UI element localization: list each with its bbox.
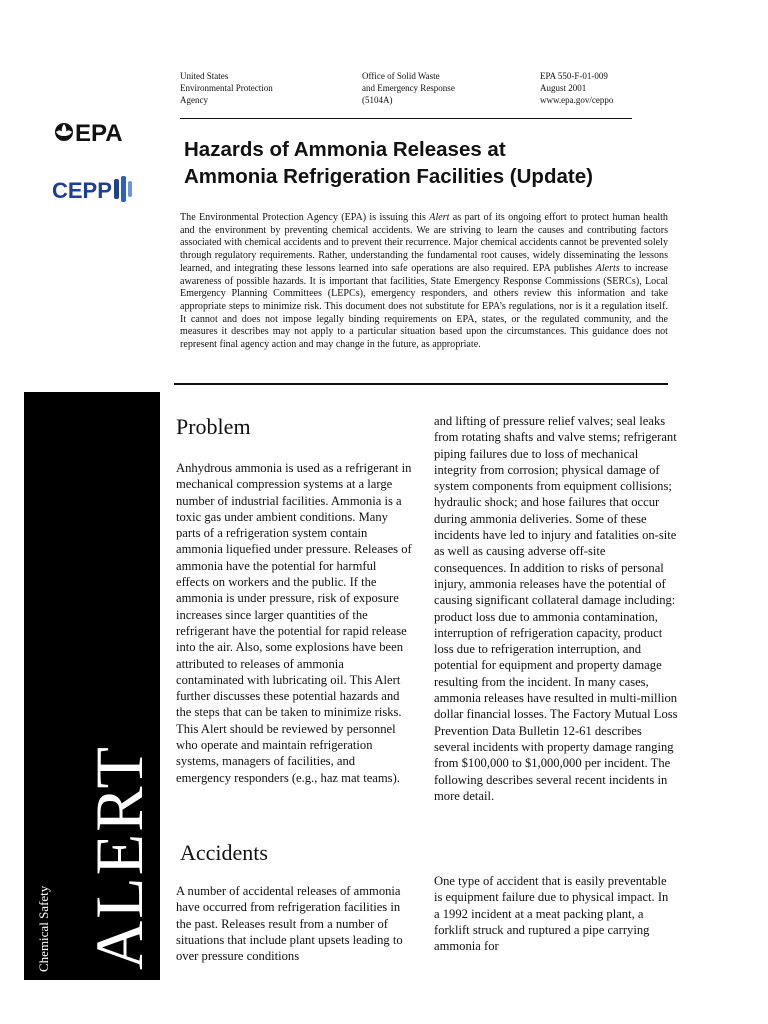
header-date: August 2001 [540, 83, 587, 93]
alerts-emphasis: Alerts [595, 262, 620, 274]
header-line: Agency [180, 95, 208, 105]
header-line: Office of Solid Waste [362, 71, 440, 81]
document-title [184, 136, 724, 190]
cepp-emblem-icon [52, 172, 136, 204]
accidents-body: A number of accidental releases of ammonia have occurred from refrigeration facilities in the past. Releases result from a number of situations that include plant upsets leading to over pressure conditions [176, 884, 403, 964]
alert-emphasis: Alert [429, 212, 450, 223]
header-office [362, 70, 455, 106]
accidents-heading: Accidents [180, 840, 268, 865]
header-url[interactable]: www.epa.gov/ceppo [540, 95, 614, 105]
right-column-paragraph-1: and lifting of pressure relief valves; seal leaks from rotating shafts and valve stems; refrigerant piping failures due to loss of mechanical integrity from corrosion; physical damage of system components from equipment collisions; hydraulic shock; and hose failures that occur during ammonia deliveries. Some of these incidents have led to injury and fatalities on-site as well as causing adverse off-site consequences. In addition to risks of personal injury, ammonia releases have the potential of causing significant collateral damage including: product loss due to ammonia contamination, interruption of refrigeration capacity, product loss due to refrigeration interruption, and potential for equipment and property damage resulting from the incident. In many cases, ammonia releases have resulted in multi-million dollar financial losses. The Factory Mutual Loss Prevention Data Bulletin 12-61 describes several incidents with property damage ranging from $100,000 to $1,000,000 per incident. The following describes several recent incidents in more detail. [434, 414, 678, 803]
header-rule [180, 118, 632, 119]
problem-body: Anhydrous ammonia is used as a refrigerant in mechanical compression systems at a large number of industrial facilities. Ammonia is a toxic gas under ambient conditions. Many parts of a refrigeration system contain ammonia liquefied under pressure. Releases of ammonia have the potential for harmful effects on workers and the public. If the ammonia is under pressure, risk of exposure increases since larger quantities of the refrigerant have the potential for rapid release into the air. Also, some explosions have been attributed to releases of ammonia contaminated with lubricating oil. This Alert further discusses these potential hazards and the steps that can be taken to minimize risks. This Alert should be reviewed by personnel who operate and maintain refrigeration systems, managers of facilities, and emergency responders (e.g., haz mat teams). [176, 461, 412, 785]
intro-paragraph: The Environmental Protection Agency (EPA) is issuing this Alert as part of its ongoing effort to protect human health and the environment by preventing chemical accidents. We are striving to learn the causes and contributing factors associated with chemical accidents and to prevent their recurrence. Major chemical accidents cannot be prevented solely through regulatory requirements. Rather, understanding the fundamental root causes, widely disseminating the lessons learned, and integrating these lessons learned into safe operations are also required. EPA publishes Alerts to increase awareness of possible hazards. It is important that facilities, State Emergency Response Commissions (SERCs), Local Emergency Planning Committees (LEPCs), emergency responders, and others review this information and take appropriate steps to minimize risk. This document does not substitute for EPA’s regulations, nor is it a regulation itself. It cannot and does not impose legally binding requirements on EPA, states, or the regulated community, and the measures it describes may not apply to a particular situation based upon the circumstances. This guidance does not represent final agency action and may change in the future, as appropriate. [180, 212, 668, 351]
right-column-paragraph-2: One type of accident that is easily preventable is equipment failure due to physical impact. In a 1992 incident at a meat packing plant, a forklift struck and ruptured a pipe carrying ammonia for [434, 874, 669, 954]
epa-logo [52, 118, 132, 148]
problem-heading: Problem [176, 414, 251, 439]
header-line: and Emergency Response [362, 83, 455, 93]
cepp-logo [52, 172, 136, 204]
sidebar-subtitle: Chemical Safety [36, 885, 51, 972]
header-doc-number: EPA 550-F-01-009 [540, 71, 608, 81]
header-line: Environmental Protection [180, 83, 273, 93]
title-line-2: Ammonia Refrigeration Facilities (Update) [184, 165, 593, 188]
cepp-logo-text: CEPP [52, 178, 112, 203]
intro-rule [174, 383, 668, 385]
header-agency [180, 70, 273, 106]
title-line-1: Hazards of Ammonia Releases at [184, 138, 506, 161]
epa-logo-text: EPA [75, 120, 123, 147]
sidebar-alert-title: ALERT [81, 745, 157, 970]
header-line: (5104A) [362, 95, 393, 105]
header-doc-info [540, 70, 613, 106]
epa-flower-icon [52, 118, 132, 148]
header-line: United States [180, 71, 229, 81]
